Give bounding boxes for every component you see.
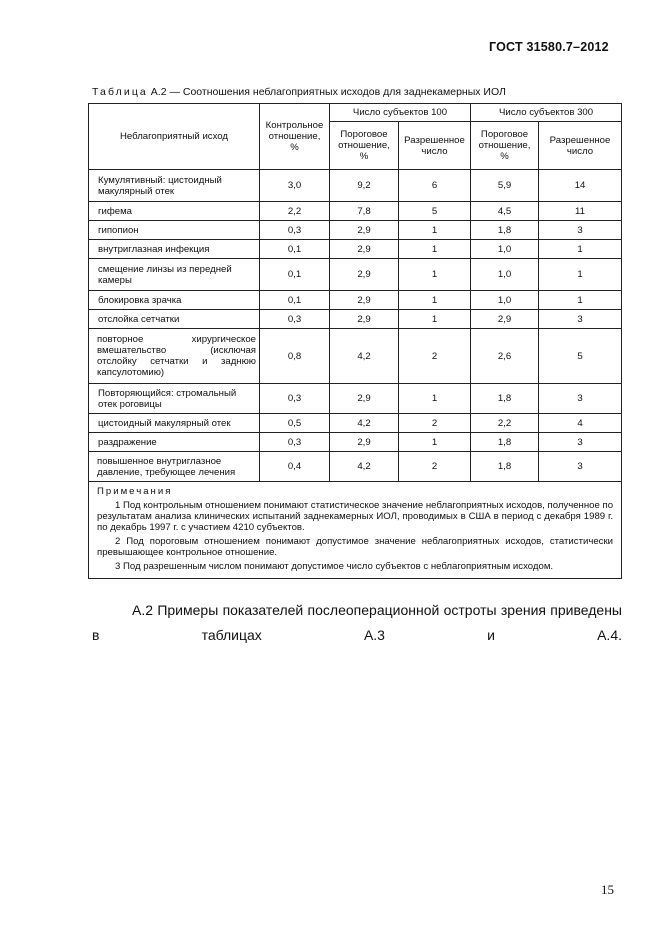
threshold-300: 1,8 [471,433,539,452]
table-caption-title: А.2 — Соотношения неблагоприятных исходов для заднекамерных ИОЛ [147,86,506,98]
allowed-100: 1 [399,291,471,310]
allowed-100: 2 [399,329,471,384]
notes-title: Примечания [97,486,173,497]
table-row [89,384,622,414]
control-ratio: 0,1 [260,240,330,259]
threshold-100: 2,9 [330,240,399,259]
allowed-100: 5 [399,202,471,221]
col-header-control: Контрольное отношение, % [260,104,330,170]
outcome-name: повышенное внутриглазное давление, требующее лечения [89,452,260,482]
control-ratio: 0,5 [260,414,330,433]
allowed-100: 1 [399,221,471,240]
threshold-100: 2,9 [330,384,399,414]
paragraph-text: А.2 Примеры показателей послеоперационной остроты зрения приведены в таблицах А.3 и А.4. [92,602,622,643]
control-ratio: 3,0 [260,170,330,202]
control-ratio: 2,2 [260,202,330,221]
note-1: 1 Под контрольным отношением понимают статистическое значение неблагоприятных исходов, полученное по результатам анализа клинических испытаний заднекамерных ИОЛ, проводимых в США в период с декабря 1989 г. по декабрь 1997 г. с участием 4210 субъектов. [97,500,614,533]
table-row [89,221,622,240]
col-header-allowed-300: Разрешенное число [539,122,622,170]
threshold-300: 1,8 [471,452,539,482]
col-header-allowed-100: Разрешенное число [399,122,471,170]
control-ratio: 0,3 [260,221,330,240]
allowed-300: 4 [539,414,622,433]
outcome-name: Повторяющийся: стромальный отек роговицы [89,384,260,414]
threshold-100: 2,9 [330,259,399,291]
outcome-name: гипопион [89,221,260,240]
control-ratio: 0,1 [260,291,330,310]
control-ratio: 0,4 [260,452,330,482]
notes-cell [89,482,622,579]
threshold-100: 7,8 [330,202,399,221]
table-row [89,170,622,202]
outcome-name: внутриглазная инфекция [89,240,260,259]
threshold-100: 4,2 [330,329,399,384]
threshold-100: 2,9 [330,433,399,452]
allowed-300: 11 [539,202,622,221]
table-row [89,259,622,291]
threshold-100: 2,9 [330,310,399,329]
col-header-outcome: Неблагоприятный исход [89,104,260,170]
outcome-name: повторное хирургическое вмешательство (исключая отслойку сетчатки и заднюю капсулотомию) [89,329,260,384]
allowed-100: 6 [399,170,471,202]
note-3: 3 Под разрешенным числом понимают допустимое число субъектов с неблагоприятным исходом. [115,561,554,572]
table-caption [92,86,506,98]
body-paragraph [92,598,622,648]
allowed-300: 5 [539,329,622,384]
threshold-300: 1,0 [471,259,539,291]
allowed-300: 1 [539,291,622,310]
allowed-100: 1 [399,240,471,259]
table-row [89,414,622,433]
col-header-group-100: Число субъектов 100 [330,104,471,122]
outcome-name: Кумулятивный: цистоидный макулярный отек [89,170,260,202]
table-row [89,310,622,329]
col-header-threshold-300: Пороговое отношение, % [471,122,539,170]
page-number: 15 [601,882,614,897]
table-row [89,452,622,482]
control-ratio: 0,3 [260,310,330,329]
table-row [89,202,622,221]
threshold-100: 4,2 [330,414,399,433]
threshold-100: 4,2 [330,452,399,482]
table-row [89,291,622,310]
table-row [89,329,622,384]
threshold-300: 4,5 [471,202,539,221]
allowed-100: 1 [399,310,471,329]
table-row [89,433,622,452]
outcome-name: раздражение [89,433,260,452]
outcome-name: гифема [89,202,260,221]
allowed-300: 3 [539,452,622,482]
allowed-300: 3 [539,433,622,452]
table-row [89,240,622,259]
allowed-300: 1 [539,240,622,259]
control-ratio: 0,1 [260,259,330,291]
allowed-300: 3 [539,310,622,329]
allowed-100: 1 [399,433,471,452]
allowed-100: 2 [399,452,471,482]
threshold-300: 1,0 [471,240,539,259]
col-header-group-300: Число субъектов 300 [471,104,622,122]
allowed-300: 1 [539,259,622,291]
allowed-100: 2 [399,414,471,433]
threshold-100: 2,9 [330,221,399,240]
threshold-300: 1,8 [471,221,539,240]
outcome-name: блокировка зрачка [89,291,260,310]
threshold-300: 1,0 [471,291,539,310]
document-code: ГОСТ 31580.7–2012 [489,40,609,54]
note-2: 2 Под пороговым отношением понимают допустимое значение неблагоприятных исходов, статистически превышающее контрольное отношение. [97,536,614,558]
threshold-300: 2,6 [471,329,539,384]
threshold-100: 9,2 [330,170,399,202]
outcome-name: отслойка сетчатки [89,310,260,329]
adverse-outcomes-table [88,103,622,579]
allowed-100: 1 [399,384,471,414]
control-ratio: 0,3 [260,384,330,414]
control-ratio: 0,8 [260,329,330,384]
table-caption-label: Таблица [92,86,148,98]
allowed-300: 14 [539,170,622,202]
col-header-threshold-100: Пороговое отношение, % [330,122,399,170]
threshold-300: 2,2 [471,414,539,433]
allowed-100: 1 [399,259,471,291]
threshold-100: 2,9 [330,291,399,310]
control-ratio: 0,3 [260,433,330,452]
outcome-name: цистоидный макулярный отек [89,414,260,433]
threshold-300: 2,9 [471,310,539,329]
notes-row [89,482,622,579]
allowed-300: 3 [539,221,622,240]
threshold-300: 5,9 [471,170,539,202]
threshold-300: 1,8 [471,384,539,414]
allowed-300: 3 [539,384,622,414]
outcome-name: смещение линзы из передней камеры [89,259,260,291]
